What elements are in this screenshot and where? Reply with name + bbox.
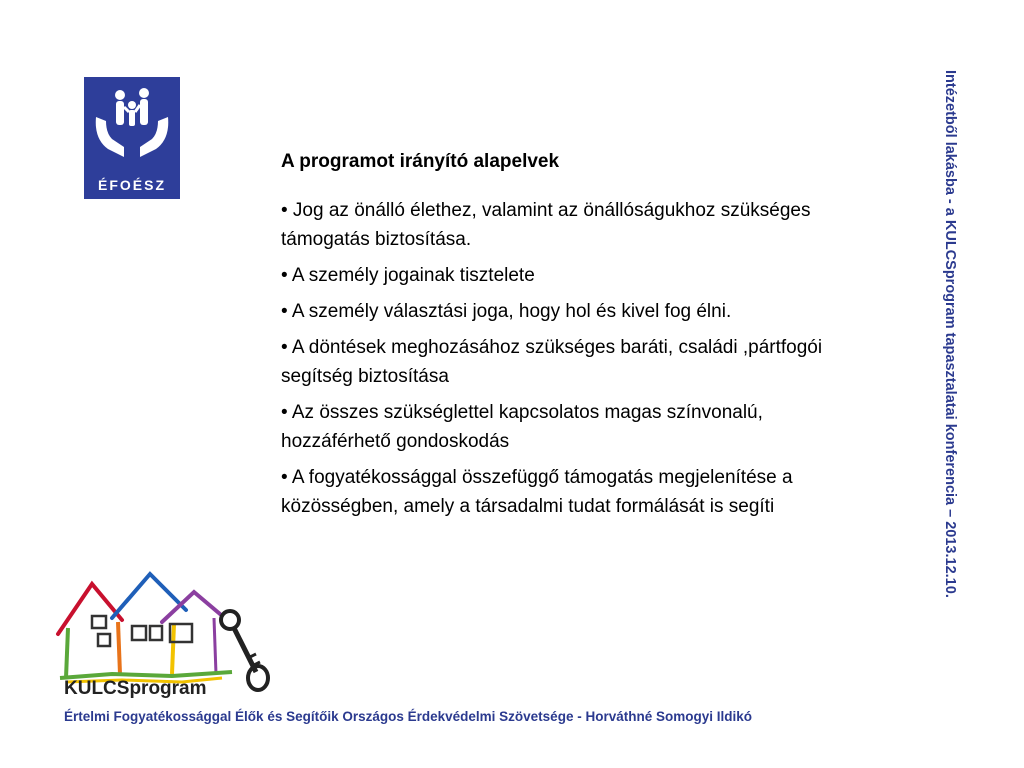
list-item: • Jog az önálló élethez, valamint az önállóságukhoz szükséges támogatás biztosítása. [281,200,811,250]
efoesz-logo [84,77,180,199]
list-item: • A személy választási joga, hogy hol és kivel fog élni. [281,301,732,322]
slide-title: A programot irányító alapelvek [281,151,560,172]
efoesz-logo-text: ÉFOÉSZ [97,177,166,193]
kulcsprogram-logo [52,562,272,702]
principles-list [281,196,841,521]
family-hands-icon [84,77,180,177]
list-item: • A személy jogainak tisztelete [281,265,535,286]
list-item: • A döntések meghozásához szükséges baráti, családi ,pártfogói segítség biztosítása [281,337,823,387]
main-content [281,150,841,528]
kulcsprogram-logo-text: KULCSprogram [64,678,207,699]
list-item: • Az összes szükséglettel kapcsolatos magas színvonalú, hozzáférhető gondoskodás [281,402,763,452]
list-item: • A fogyatékossággal összefüggő támogatás megjelenítése a közösségben, amely a társadalmi tudat formálását is segíti [281,467,793,517]
footer-text: Értelmi Fogyatékossággal Élők és Segítőik Országos Érdekvédelmi Szövetsége - Horváthné Somogyi Ildikó [64,709,752,724]
conference-side-caption: Intézetből lakásba - a KULCSprogram tapasztalatai konferencia – 2013.12.10. [942,70,958,598]
